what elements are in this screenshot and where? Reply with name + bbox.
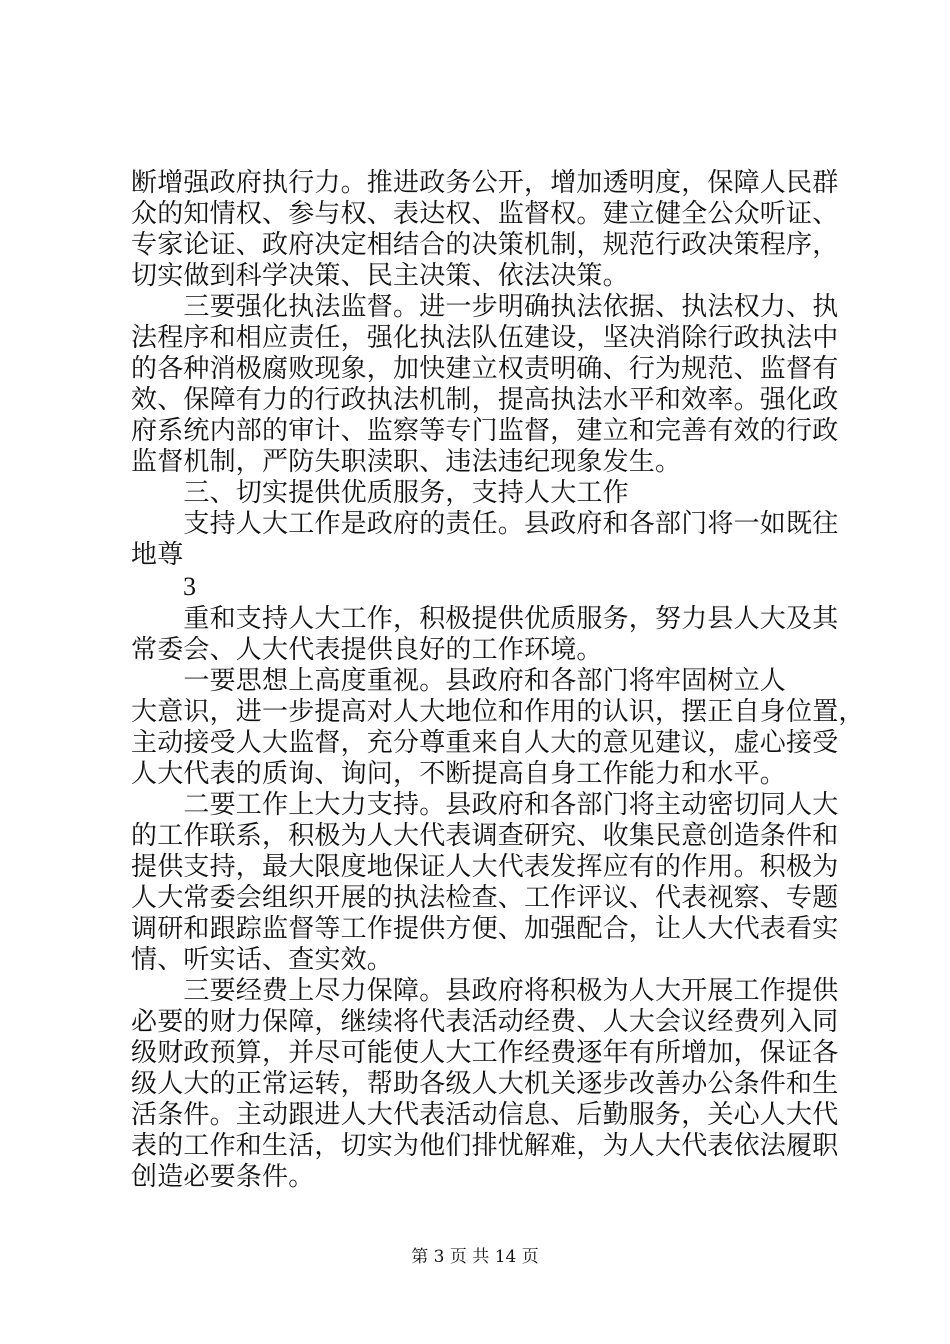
text-line: 提供支持，最大限度地保证人大代表发挥应有的作用。积极为 (131, 852, 839, 882)
text-line: 专家论证、政府决定相结合的决策机制，规范行政决策程序， (131, 230, 839, 260)
inline-page-number: 3 (183, 572, 196, 601)
text-line: 人大代表的质询、询问，不断提高自身工作能力和水平。 (131, 759, 787, 789)
text-line: 的各种消极腐败现象，加快建立权责明确、行为规范、监督有 (131, 354, 839, 384)
text-line: 二要工作上大力支持。县政府和各部门将主动密切同人大 (131, 790, 839, 820)
paragraph-block-top (131, 168, 839, 571)
page-footer: 第 3 页 共 14 页 (411, 1247, 539, 1267)
text-line: 断增强政府执行力。推进政务公开，增加透明度，保障人民群 (131, 168, 839, 198)
text-line: 众的知情权、参与权、表达权、监督权。建立健全公众听证、 (131, 199, 839, 229)
text-line: 的工作联系，积极为人大代表调查研究、收集民意创造条件和 (131, 821, 839, 851)
text-line: 三、切实提供优质服务，支持人大工作 (131, 478, 629, 508)
text-line: 支持人大工作是政府的责任。县政府和各部门将一如既往 (131, 509, 839, 539)
text-line: 创造必要条件。 (131, 1162, 315, 1192)
text-line: 调研和跟踪监督等工作提供方便、加强配合，让人大代表看实 (131, 914, 839, 944)
text-line: 情、听实话、查实效。 (131, 945, 394, 975)
text-line: 地尊 (131, 540, 184, 570)
text-line: 三要经费上尽力保障。县政府将积极为人大开展工作提供 (131, 976, 839, 1006)
text-line: 必要的财力保障，继续将代表活动经费、人大会议经费列入同 (131, 1007, 839, 1037)
text-line: 级财政预算，并尽可能使人大工作经费逐年有所增加，保证各 (131, 1038, 839, 1068)
text-line: 大意识，进一步提高对人大地位和作用的认识，摆正自身位置， (131, 697, 865, 727)
text-line: 效、保障有力的行政执法机制，提高执法水平和效率。强化政 (131, 385, 839, 415)
text-line: 监督机制，严防失职渎职、违法违纪现象发生。 (131, 447, 682, 477)
text-line: 一要思想上高度重视。县政府和各部门将牢固树立人 (131, 666, 787, 696)
text-line: 活条件。主动跟进人大代表活动信息、后勤服务，关心人大代 (131, 1100, 839, 1130)
text-line: 级人大的正常运转，帮助各级人大机关逐步改善办公条件和生 (131, 1069, 839, 1099)
text-line: 人大常委会组织开展的执法检查、工作评议、代表视察、专题 (131, 883, 839, 913)
document-body (131, 168, 865, 1193)
text-line: 重和支持人大工作，积极提供优质服务，努力县人大及其 (131, 604, 839, 634)
text-line: 表的工作和生活，切实为他们排忧解难，为人大代表依法履职 (131, 1131, 839, 1161)
text-line: 三要强化执法监督。进一步明确执法依据、执法权力、执 (131, 292, 839, 322)
text-line: 常委会、人大代表提供良好的工作环境。 (131, 635, 603, 665)
text-line: 府系统内部的审计、监察等专门监督，建立和完善有效的行政 (131, 416, 839, 446)
text-line: 法程序和相应责任，强化执法队伍建设，坚决消除行政执法中 (131, 323, 839, 353)
text-line: 切实做到科学决策、民主决策、依法决策。 (131, 261, 629, 291)
paragraph-block-bottom (131, 604, 865, 1193)
text-line: 主动接受人大监督，充分尊重来自人大的意见建议，虚心接受 (131, 728, 839, 758)
